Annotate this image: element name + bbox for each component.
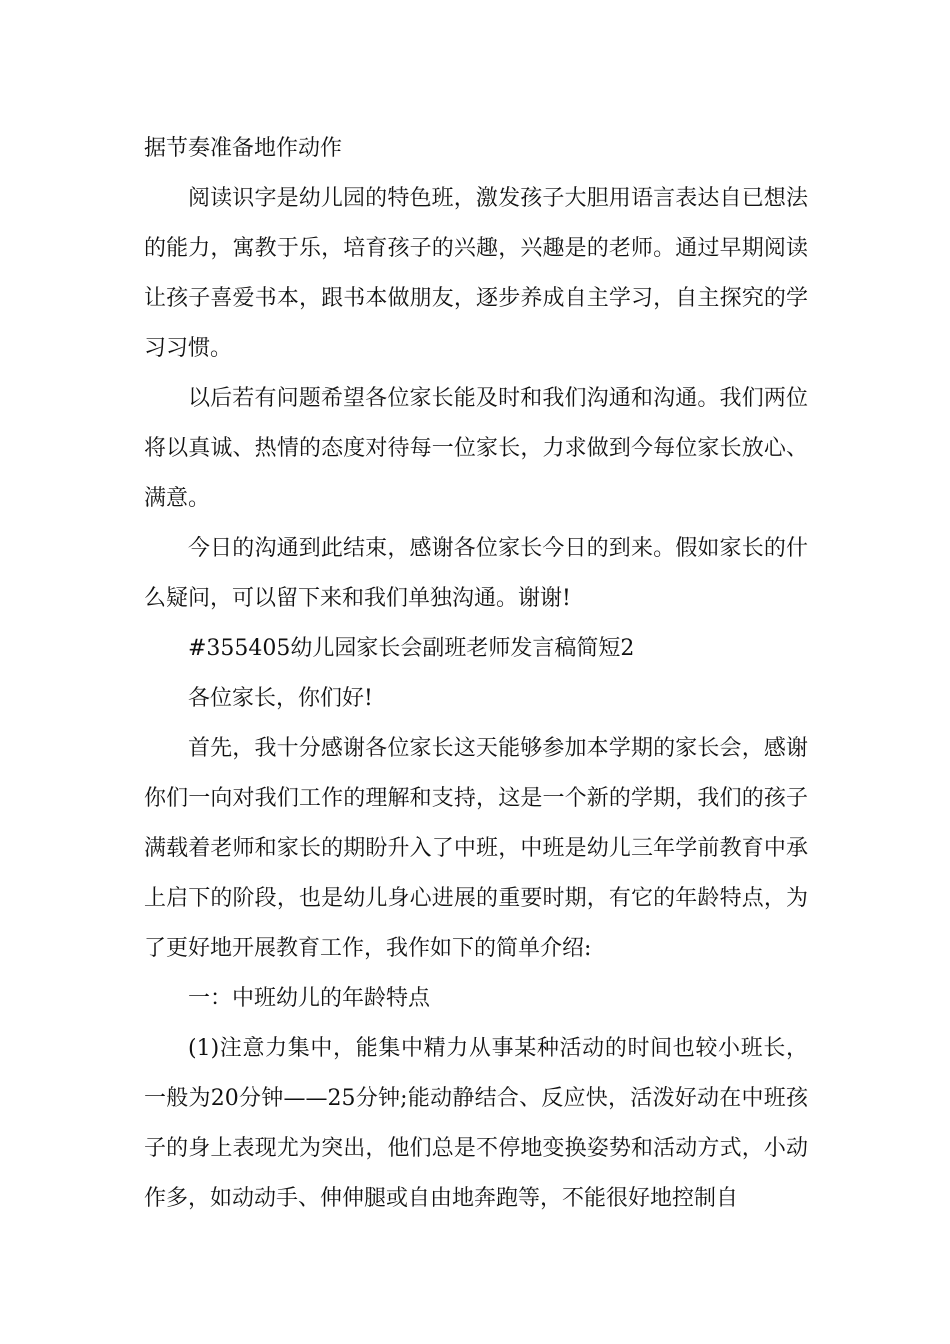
document-page: [144, 124, 808, 1224]
paragraph-greeting: 各位家长，你们好!: [188, 686, 373, 711]
subheading-age-characteristics: 一：中班幼儿的年龄特点: [188, 986, 431, 1011]
paragraph-closing: 今日的沟通到此结束，感谢各位家长今日的到来。假如家长的什么疑问，可以留下来和我们单独沟通。谢谢!: [144, 536, 808, 611]
paragraph-reading-literacy: 阅读识字是幼儿园的特色班，激发孩子大胆用语言表达自已想法的能力，寓教于乐，培育孩子的兴趣，兴趣是的老师。通过早期阅读让孩子喜爱书本，跟书本做朋友，逐步养成自主学习，自主探究的学习习惯。: [144, 186, 808, 361]
paragraph-attention: (1)注意力集中，能集中精力从事某种活动的时间也较小班长，一般为20分钟——25分钟;能动静结合、反应快，活泼好动在中班孩子的身上表现尤为突出，他们总是不停地变换姿势和活动方式，小动作多，如动动手、伸伸腿或自由地奔跑等，不能很好地控制自: [144, 1036, 808, 1211]
paragraph-communication: 以后若有问题希望各位家长能及时和我们沟通和沟通。我们两位将以真诚、热情的态度对待每一位家长，力求做到今每位家长放心、满意。: [144, 386, 808, 511]
paragraph-introduction: 首先，我十分感谢各位家长这天能够参加本学期的家长会，感谢你们一向对我们工作的理解和支持，这是一个新的学期，我们的孩子满载着老师和家长的期盼升入了中班，中班是幼儿三年学前教育中承上启下的阶段，也是幼儿身心进展的重要时期，有它的年龄特点，为了更好地开展教育工作，我作如下的简单介绍:: [144, 736, 808, 961]
section-heading: #355405幼儿园家长会副班老师发言稿简短2: [188, 636, 635, 661]
paragraph-continuation: 据节奏准备地作动作: [144, 136, 343, 161]
